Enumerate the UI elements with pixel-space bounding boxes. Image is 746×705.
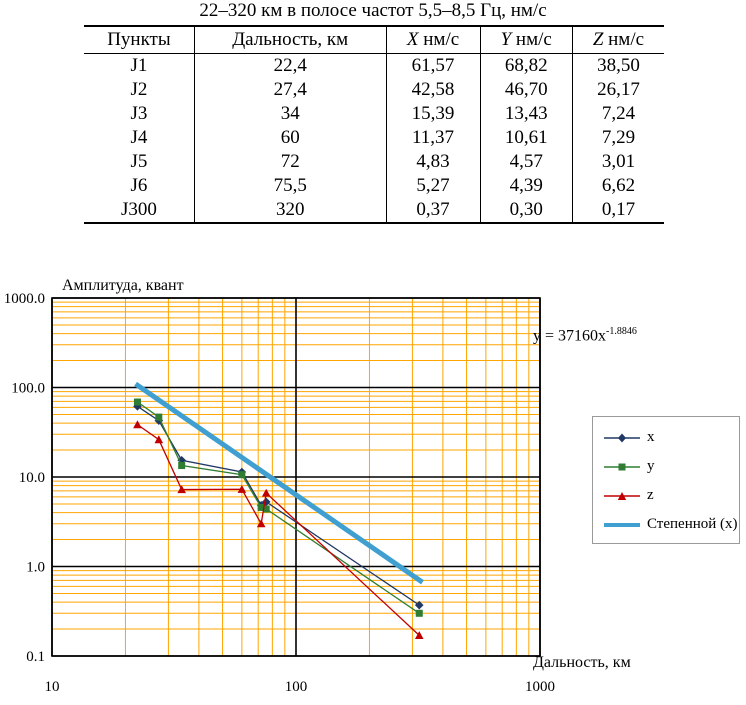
cell-distance: 320 (194, 198, 386, 223)
cell-y: 68,82 (480, 54, 572, 79)
x-axis-title: Дальность, км (533, 654, 631, 671)
cell-z: 38,50 (572, 54, 664, 79)
cell-y: 4,39 (480, 174, 572, 198)
cell-z: 0,17 (572, 198, 664, 223)
cell-distance: 22,4 (194, 54, 386, 79)
legend-label-z: z (647, 487, 654, 503)
cell-x: 42,58 (386, 78, 480, 102)
column-header-distance: Дальность, км (194, 26, 386, 54)
table-title: 22–320 км в полосе частот 5,5–8,5 Гц, нм/с (199, 0, 547, 21)
cell-distance: 72 (194, 150, 386, 174)
trendline-equation-exponent: -1.8846 (606, 326, 637, 337)
table-row (84, 54, 664, 79)
cell-y: 46,70 (480, 78, 572, 102)
x-tick-label: 100 (284, 679, 308, 695)
table-body (84, 54, 664, 224)
legend-item-x (593, 423, 739, 452)
x-tick-label: 1000 (525, 679, 555, 695)
column-header-z: Z нм/с (572, 26, 664, 54)
triangle-marker-icon (599, 490, 645, 502)
y-axis-title: Амплитуда, квант (62, 277, 184, 294)
table-row (84, 174, 664, 198)
table-row (84, 78, 664, 102)
measurements-table (84, 25, 664, 224)
cell-x: 15,39 (386, 102, 480, 126)
amplitude-vs-distance-chart (0, 268, 746, 705)
cell-distance: 75,5 (194, 174, 386, 198)
cell-y: 13,43 (480, 102, 572, 126)
column-header-punkty: Пункты (84, 26, 194, 54)
diamond-marker-icon (599, 432, 645, 444)
cell-z: 6,62 (572, 174, 664, 198)
trendline-icon (599, 519, 645, 531)
table-header-row (84, 26, 664, 54)
cell-y: 10,61 (480, 126, 572, 150)
cell-x: 4,83 (386, 150, 480, 174)
legend-item-z (593, 481, 739, 510)
legend-label-trendline: Степенной (x) (647, 516, 738, 532)
legend-item-trendline (593, 510, 739, 539)
cell-x: 5,27 (386, 174, 480, 198)
legend-label-x: x (647, 429, 655, 445)
table-row (84, 150, 664, 174)
column-header-y: Y нм/с (480, 26, 572, 54)
y-tick-label: 1000.0 (3, 291, 45, 307)
trendline-equation-base: y = 37160x (533, 327, 607, 345)
cell-x: 61,57 (386, 54, 480, 79)
x-tick-label: 10 (44, 679, 60, 695)
square-marker-icon (599, 461, 645, 473)
trendline-equation (533, 326, 637, 345)
cell-punkt: J6 (130, 175, 148, 196)
y-tick-label: 100.0 (11, 380, 45, 397)
cell-punkt: J1 (130, 55, 148, 76)
cell-x: 0,37 (386, 198, 480, 223)
legend-item-y (593, 452, 739, 481)
cell-y: 0,30 (480, 198, 572, 223)
cell-punkt: J2 (130, 79, 148, 100)
cell-punkt: J5 (130, 151, 148, 172)
cell-x: 11,37 (386, 126, 480, 150)
cell-punkt: J3 (130, 103, 148, 124)
y-tick-label: 0.1 (26, 649, 45, 665)
cell-punkt: J300 (84, 198, 194, 223)
chart-legend (592, 416, 740, 544)
legend-label-y: y (647, 458, 655, 474)
cell-y: 4,57 (480, 150, 572, 174)
cell-z: 26,17 (572, 78, 664, 102)
y-tick-label: 10.0 (18, 470, 45, 486)
y-tick-label: 1.0 (26, 559, 45, 576)
cell-z: 3,01 (572, 150, 664, 174)
column-header-x: X нм/с (386, 26, 480, 54)
cell-distance: 27,4 (194, 78, 386, 102)
table-row (84, 126, 664, 150)
cell-distance: 34 (194, 102, 386, 126)
table-row (84, 198, 664, 223)
cell-distance: 60 (194, 126, 386, 150)
table-row (84, 102, 664, 126)
cell-z: 7,24 (572, 102, 664, 126)
cell-punkt: J4 (130, 127, 148, 148)
cell-z: 7,29 (572, 126, 664, 150)
